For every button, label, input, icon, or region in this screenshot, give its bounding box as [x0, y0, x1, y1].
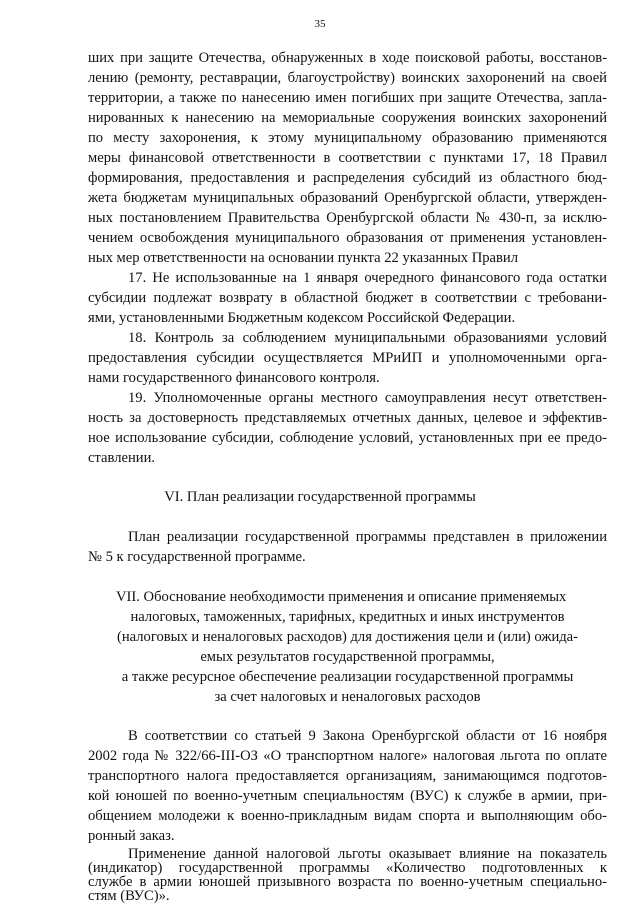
text-line: ями, установленными Бюджетным кодексом Российской Федерации.	[88, 310, 516, 326]
text-line: нированных к нанесению на мемориальные сооружения воинских захоронений	[88, 110, 607, 126]
text-line: чением освобождения муниципального образования от применения установлен-	[88, 230, 607, 246]
text-line: по месту захоронения, к этому муниципальному образованию применяются	[88, 130, 607, 146]
text-line: предоставления субсидии осуществляется МРиИП и уполномоченными орга-	[88, 350, 607, 366]
text-line: План реализации государственной программы представлен в приложении	[128, 529, 607, 545]
section-heading: за счет налоговых и неналоговых расходов	[214, 689, 481, 705]
text-line: Применение данной налоговой льготы оказывает влияние на показатель	[128, 846, 607, 862]
section-heading: а также ресурсное обеспечение реализации государственной программы	[121, 669, 574, 685]
text-line: 19. Уполномоченные органы местного самоуправления несут ответствен-	[128, 390, 607, 406]
section-heading: VI. План реализации государственной программы	[164, 489, 476, 505]
text-line: ное использование субсидии, соблюдение условий, установленных при ее предо-	[88, 430, 607, 446]
text-line: транспортного налога предоставляется организациям, занимающимся подготов-	[88, 768, 607, 784]
text-line: № 5 к государственной программе.	[88, 549, 306, 565]
text-line: лению (ремонту, реставрации, благоустройству) воинских захоронений на своей	[88, 70, 607, 86]
text-line: субсидии подлежат возврату в областной бюджет в соответствии с требовани-	[88, 290, 607, 306]
section-heading: (налоговых и неналоговых расходов) для достижения цели и (или) ожида-	[116, 629, 579, 645]
text-line: 2002 года № 322/66-III-ОЗ «О транспортном налоге» налоговая льгота по оплате	[88, 748, 607, 764]
page-number: 35	[314, 18, 326, 30]
text-line: (индикатор) государственной программы «Количество подготовленных к	[88, 860, 607, 876]
text-line: ных постановлением Правительства Оренбургской области № 430-п, за исклю-	[88, 210, 607, 226]
text-line: меры финансовой ответственности в соответствии с пунктами 17, 18 Правил	[88, 150, 607, 166]
text-line: нами государственного финансового контроля.	[88, 370, 380, 386]
text-line: стям (ВУС)».	[88, 888, 170, 904]
text-line: 17. Не использованные на 1 января очередного финансового года остатки	[128, 270, 607, 286]
text-line: жета бюджетам муниципальных образований Оренбургской области, утвержден-	[88, 190, 607, 206]
section-heading: VII. Обоснование необходимости применения и описание применяемых	[116, 589, 567, 605]
text-line: формирования, предоставления и распределения субсидий из областного бюд-	[88, 170, 607, 186]
text-line: службе в армии юношей призывного возраста по военно-учетным специально-	[88, 874, 607, 890]
text-line: В соответствии со статьей 9 Закона Оренбургской области от 16 ноября	[128, 728, 607, 744]
text-line: ших при защите Отечества, обнаруженных в ходе поисковой работы, восстанов-	[88, 50, 607, 66]
text-line: 18. Контроль за соблюдением муниципальными образованиями условий	[128, 330, 607, 346]
text-line: ронный заказ.	[88, 828, 175, 844]
text-line: территории, а также по нанесению имен погибших при защите Отечества, запла-	[88, 90, 607, 106]
text-line: ных мер ответственности на основании пункта 22 указанных Правил	[88, 250, 518, 266]
text-line: ставлении.	[88, 450, 156, 466]
section-heading: налоговых, таможенных, тарифных, кредитных и иных инструментов	[130, 609, 565, 625]
text-line: кой юношей по военно-учетным специальностям (ВУС) к службе в армии, при-	[88, 788, 607, 804]
section-heading: емых результатов государственной программы,	[200, 649, 495, 665]
text-line: общением молодежи к военно-прикладным видам спорта и выполняющим обо-	[88, 808, 607, 824]
text-line: ность за достоверность представляемых отчетных данных, целевое и эффектив-	[88, 410, 607, 426]
